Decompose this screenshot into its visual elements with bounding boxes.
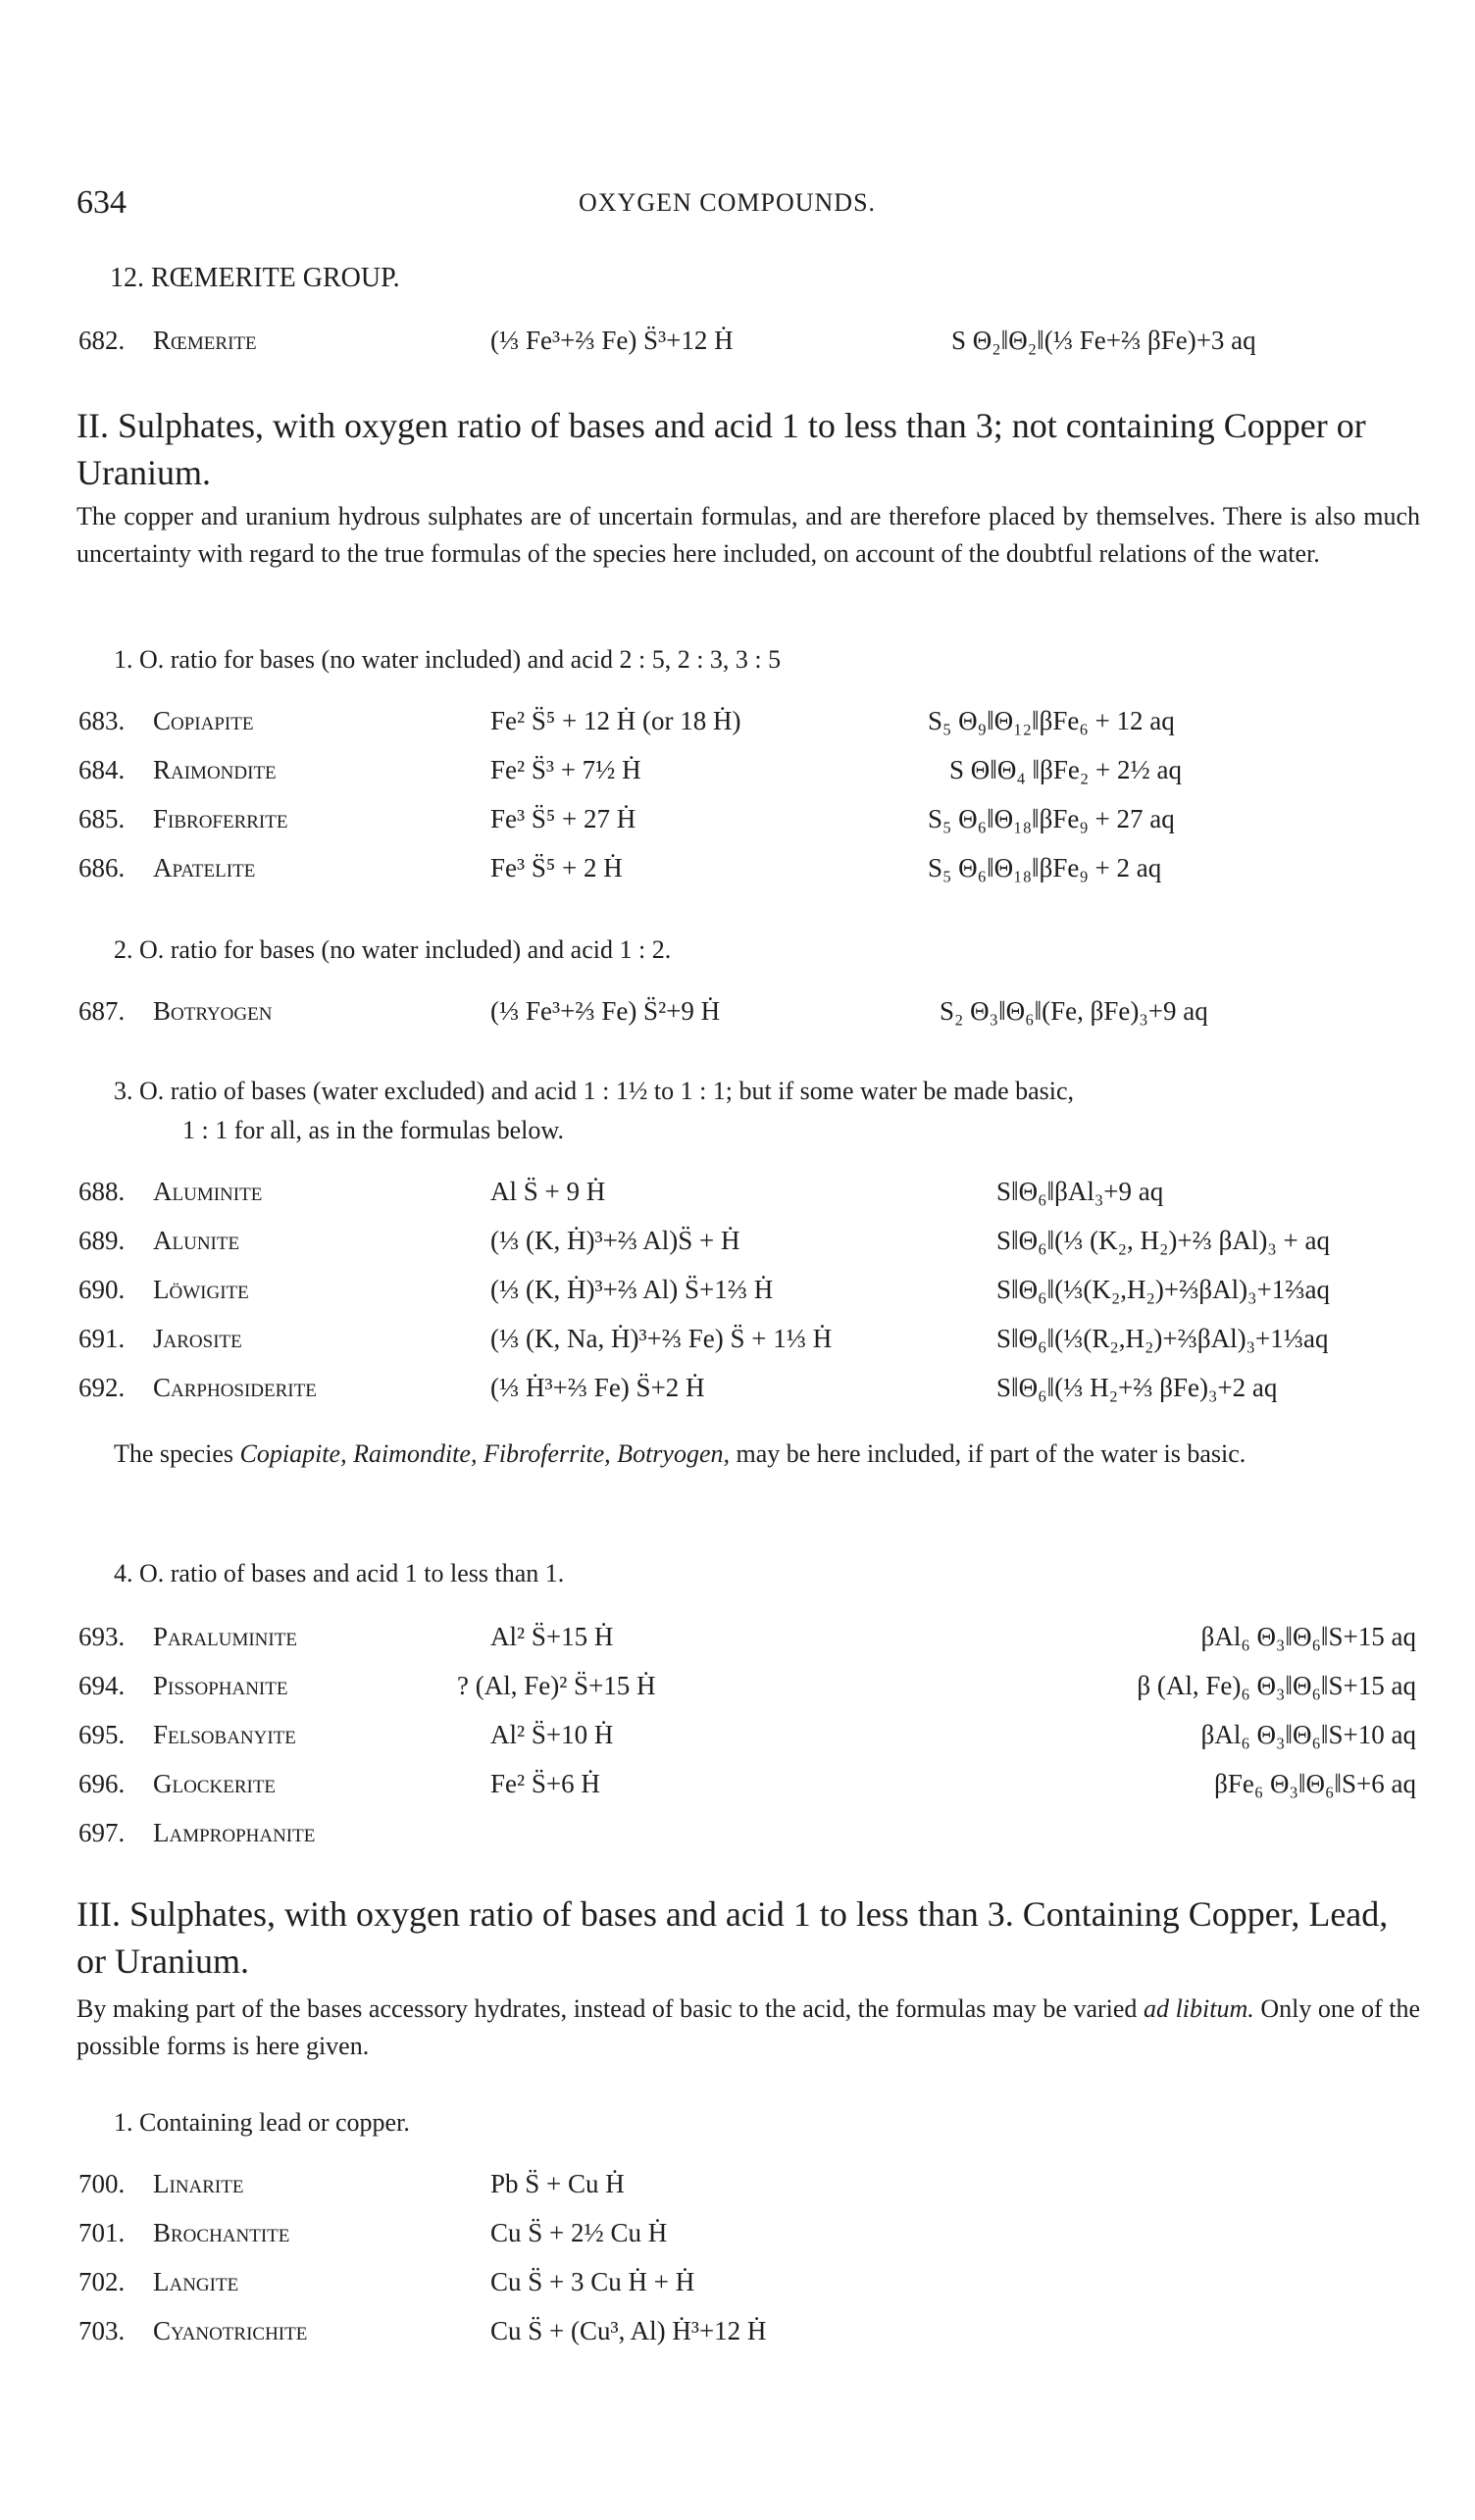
species-name: Fibroferrite — [153, 804, 288, 833]
species-number: 683. — [78, 706, 126, 735]
section-2-heading: II. Sulphates, with oxygen ratio of bases and acid 1 to less than 3; not containing Copper or Uranium. — [76, 406, 1366, 492]
roemerite-group-heading: 12. RŒMERITE GROUP. — [110, 263, 400, 293]
table-row — [0, 326, 1475, 365]
formula-old: Fe² S̈⁵ + 12 Ḣ (or 18 Ḣ) — [490, 706, 741, 735]
note-species: Copiapite, Raimondite, Fibroferrite, Botryogen, — [239, 1439, 730, 1468]
formula-old: (⅓ Fe³+⅔ Fe) S̈²+9 Ḣ — [490, 996, 721, 1026]
species-name: Botryogen — [153, 996, 273, 1026]
formula-new: S‖Θ₆‖(⅓ (K₂, H₂)+⅔ βAl)₃ + aq — [996, 1226, 1330, 1255]
species-name: Jarosite — [153, 1324, 242, 1353]
species-note — [114, 1436, 1418, 1473]
species-number: 701. — [78, 2218, 126, 2247]
species-number: 693. — [78, 1622, 126, 1651]
species-name: Carphosiderite — [153, 1373, 317, 1402]
species-name: Rœmerite — [153, 326, 257, 355]
species-number: 696. — [78, 1769, 126, 1798]
formula-old: (⅓ Ḣ³+⅔ Fe) S̈+2 Ḣ — [490, 1373, 705, 1402]
table-row — [0, 2267, 1475, 2306]
species-number: 685. — [78, 804, 126, 833]
page-number: 634 — [76, 184, 127, 221]
table-row — [0, 1177, 1475, 1216]
table-row — [0, 1275, 1475, 1314]
formula-old: Cu S̈ + 3 Cu Ḣ + Ḣ — [490, 2267, 695, 2296]
table-row — [0, 2169, 1475, 2208]
formula-old: Al² S̈+10 Ḣ — [490, 1720, 614, 1749]
table-row — [0, 1671, 1475, 1710]
species-name: Pissophanite — [153, 1671, 288, 1700]
formula-old: (⅓ (K, Na, Ḣ)³+⅔ Fe) S̈ + 1⅓ Ḣ — [490, 1324, 833, 1353]
formula-old: Fe³ S̈⁵ + 27 Ḣ — [490, 804, 636, 833]
formula-old: (⅓ (K, Ḣ)³+⅔ Al) S̈+1⅔ Ḣ — [490, 1275, 774, 1304]
species-name: Aluminite — [153, 1177, 263, 1206]
intro-italic: ad libitum. — [1144, 1994, 1254, 2023]
species-name: Felsobanyite — [153, 1720, 296, 1749]
intro-text: By making part of the bases accessory hydrates, instead of basic to the acid, the formulas may be varied — [76, 1994, 1138, 2023]
section-3-heading: III. Sulphates, with oxygen ratio of bases and acid 1 to less than 3. Containing Copper, Lead, or Uranium. — [76, 1894, 1389, 1981]
table-row — [0, 1622, 1475, 1661]
species-name: Paraluminite — [153, 1622, 297, 1651]
table-row — [0, 1720, 1475, 1759]
sub-3-heading-line-2: 1 : 1 for all, as in the formulas below. — [182, 1116, 564, 1144]
formula-new: S₅ Θ₆‖Θ₁₈‖βFe₉ + 2 aq — [928, 853, 1162, 882]
table-row — [0, 1324, 1475, 1363]
sub-1-heading: 1. O. ratio for bases (no water included) and acid 2 : 5, 2 : 3, 3 : 5 — [114, 645, 782, 674]
section-3-sub-1-heading: 1. Containing lead or copper. — [114, 2108, 410, 2137]
species-name: Raimondite — [153, 755, 277, 784]
formula-new: S Θ₂‖Θ₂‖(⅓ Fe+⅔ βFe)+3 aq — [951, 326, 1256, 355]
table-row — [0, 706, 1475, 745]
species-number: 691. — [78, 1324, 126, 1353]
species-number: 703. — [78, 2316, 126, 2345]
table-row — [0, 996, 1475, 1035]
formula-new: β (Al, Fe)₆ Θ₃‖Θ₆‖S+15 aq — [1137, 1671, 1416, 1700]
formula-new: S₅ Θ₆‖Θ₁₈‖βFe₉ + 27 aq — [928, 804, 1175, 833]
table-row — [0, 755, 1475, 794]
formula-old: Cu S̈ + (Cu³, Al) Ḣ³+12 Ḣ — [490, 2316, 767, 2345]
species-number: 689. — [78, 1226, 126, 1255]
species-name: Copiapite — [153, 706, 254, 735]
formula-old: Al² S̈+15 Ḣ — [490, 1622, 614, 1651]
intro-text-end: Only one of the possible forms is here given. — [76, 1994, 1421, 2060]
formula-old: Fe² S̈³ + 7½ Ḣ — [490, 755, 641, 784]
species-name: Brochantite — [153, 2218, 290, 2247]
table-row — [0, 804, 1475, 843]
formula-old: Fe² S̈+6 Ḣ — [490, 1769, 600, 1798]
species-name: Linarite — [153, 2169, 244, 2198]
formula-new: S₅ Θ₉‖Θ₁₂‖βFe₆ + 12 aq — [928, 706, 1175, 735]
table-row — [0, 2218, 1475, 2257]
species-number: 700. — [78, 2169, 126, 2198]
formula-new: S₂ Θ₃‖Θ₆‖(Fe, βFe)₃+9 aq — [940, 996, 1208, 1026]
formula-old: Al S̈ + 9 Ḣ — [490, 1177, 606, 1206]
note-suffix: may be here included, if part of the water is basic. — [736, 1439, 1246, 1468]
formula-old: Fe³ S̈⁵ + 2 Ḣ — [490, 853, 623, 882]
species-number: 692. — [78, 1373, 126, 1402]
formula-old: Pb S̈ + Cu Ḣ — [490, 2169, 625, 2198]
species-name: Alunite — [153, 1226, 240, 1255]
species-name: Apatelite — [153, 853, 256, 882]
sub-4-heading: 4. O. ratio of bases and acid 1 to less than 1. — [114, 1559, 565, 1588]
formula-old: ? (Al, Fe)² S̈+15 Ḣ — [457, 1671, 656, 1700]
formula-new: S‖Θ₆‖(⅓(R₂,H₂)+⅔βAl)₃+1⅓aq — [996, 1324, 1329, 1353]
formula-new: S Θ‖Θ₄ ‖βFe₂ + 2½ aq — [949, 755, 1182, 784]
species-number: 702. — [78, 2267, 126, 2296]
formula-new: βFe₆ Θ₃‖Θ₆‖S+6 aq — [1214, 1769, 1416, 1798]
species-number: 684. — [78, 755, 126, 784]
table-row — [0, 1818, 1475, 1857]
formula-new: S‖Θ₆‖(⅓(K₂,H₂)+⅔βAl)₃+1⅔aq — [996, 1275, 1330, 1304]
species-number: 687. — [78, 996, 126, 1026]
formula-old: (⅓ Fe³+⅔ Fe) S̈³+12 Ḣ — [490, 326, 734, 355]
species-number: 688. — [78, 1177, 126, 1206]
section-2-intro: The copper and uranium hydrous sulphates are of uncertain formulas, and are therefore placed by themselves. There is also much uncertainty with regard to the true formulas of the species here included, on account of the doubtful relations of the water. — [76, 502, 1420, 568]
section-3-intro — [76, 1991, 1420, 2065]
table-row — [0, 2316, 1475, 2355]
species-name: Cyanotrichite — [153, 2316, 308, 2345]
species-number: 695. — [78, 1720, 126, 1749]
formula-new: βAl₆ Θ₃‖Θ₆‖S+10 aq — [1200, 1720, 1416, 1749]
formula-new: βAl₆ Θ₃‖Θ₆‖S+15 aq — [1200, 1622, 1416, 1651]
table-row — [0, 1226, 1475, 1265]
formula-old: (⅓ (K, Ḣ)³+⅔ Al)S̈ + Ḣ — [490, 1226, 740, 1255]
species-name: Löwigite — [153, 1275, 249, 1304]
species-number: 697. — [78, 1818, 126, 1847]
species-number: 694. — [78, 1671, 126, 1700]
formula-new: S‖Θ₆‖βAl₃+9 aq — [996, 1177, 1164, 1206]
species-name: Langite — [153, 2267, 239, 2296]
species-number: 690. — [78, 1275, 126, 1304]
species-name: Lamprophanite — [153, 1818, 316, 1847]
formula-new: S‖Θ₆‖(⅓ H₂+⅔ βFe)₃+2 aq — [996, 1373, 1278, 1402]
species-name: Glockerite — [153, 1769, 277, 1798]
table-row — [0, 1373, 1475, 1412]
sub-3-heading-line-1: 3. O. ratio of bases (water excluded) and acid 1 : 1½ to 1 : 1; but if some water be made basic, — [114, 1077, 1075, 1105]
sub-2-heading: 2. O. ratio for bases (no water included) and acid 1 : 2. — [114, 935, 672, 964]
table-row — [0, 1769, 1475, 1808]
species-number: 686. — [78, 853, 126, 882]
formula-old: Cu S̈ + 2½ Cu Ḣ — [490, 2218, 668, 2247]
running-title: OXYGEN COMPOUNDS. — [579, 188, 877, 217]
table-row — [0, 853, 1475, 892]
species-number: 682. — [78, 326, 126, 355]
note-prefix: The species — [114, 1439, 234, 1468]
